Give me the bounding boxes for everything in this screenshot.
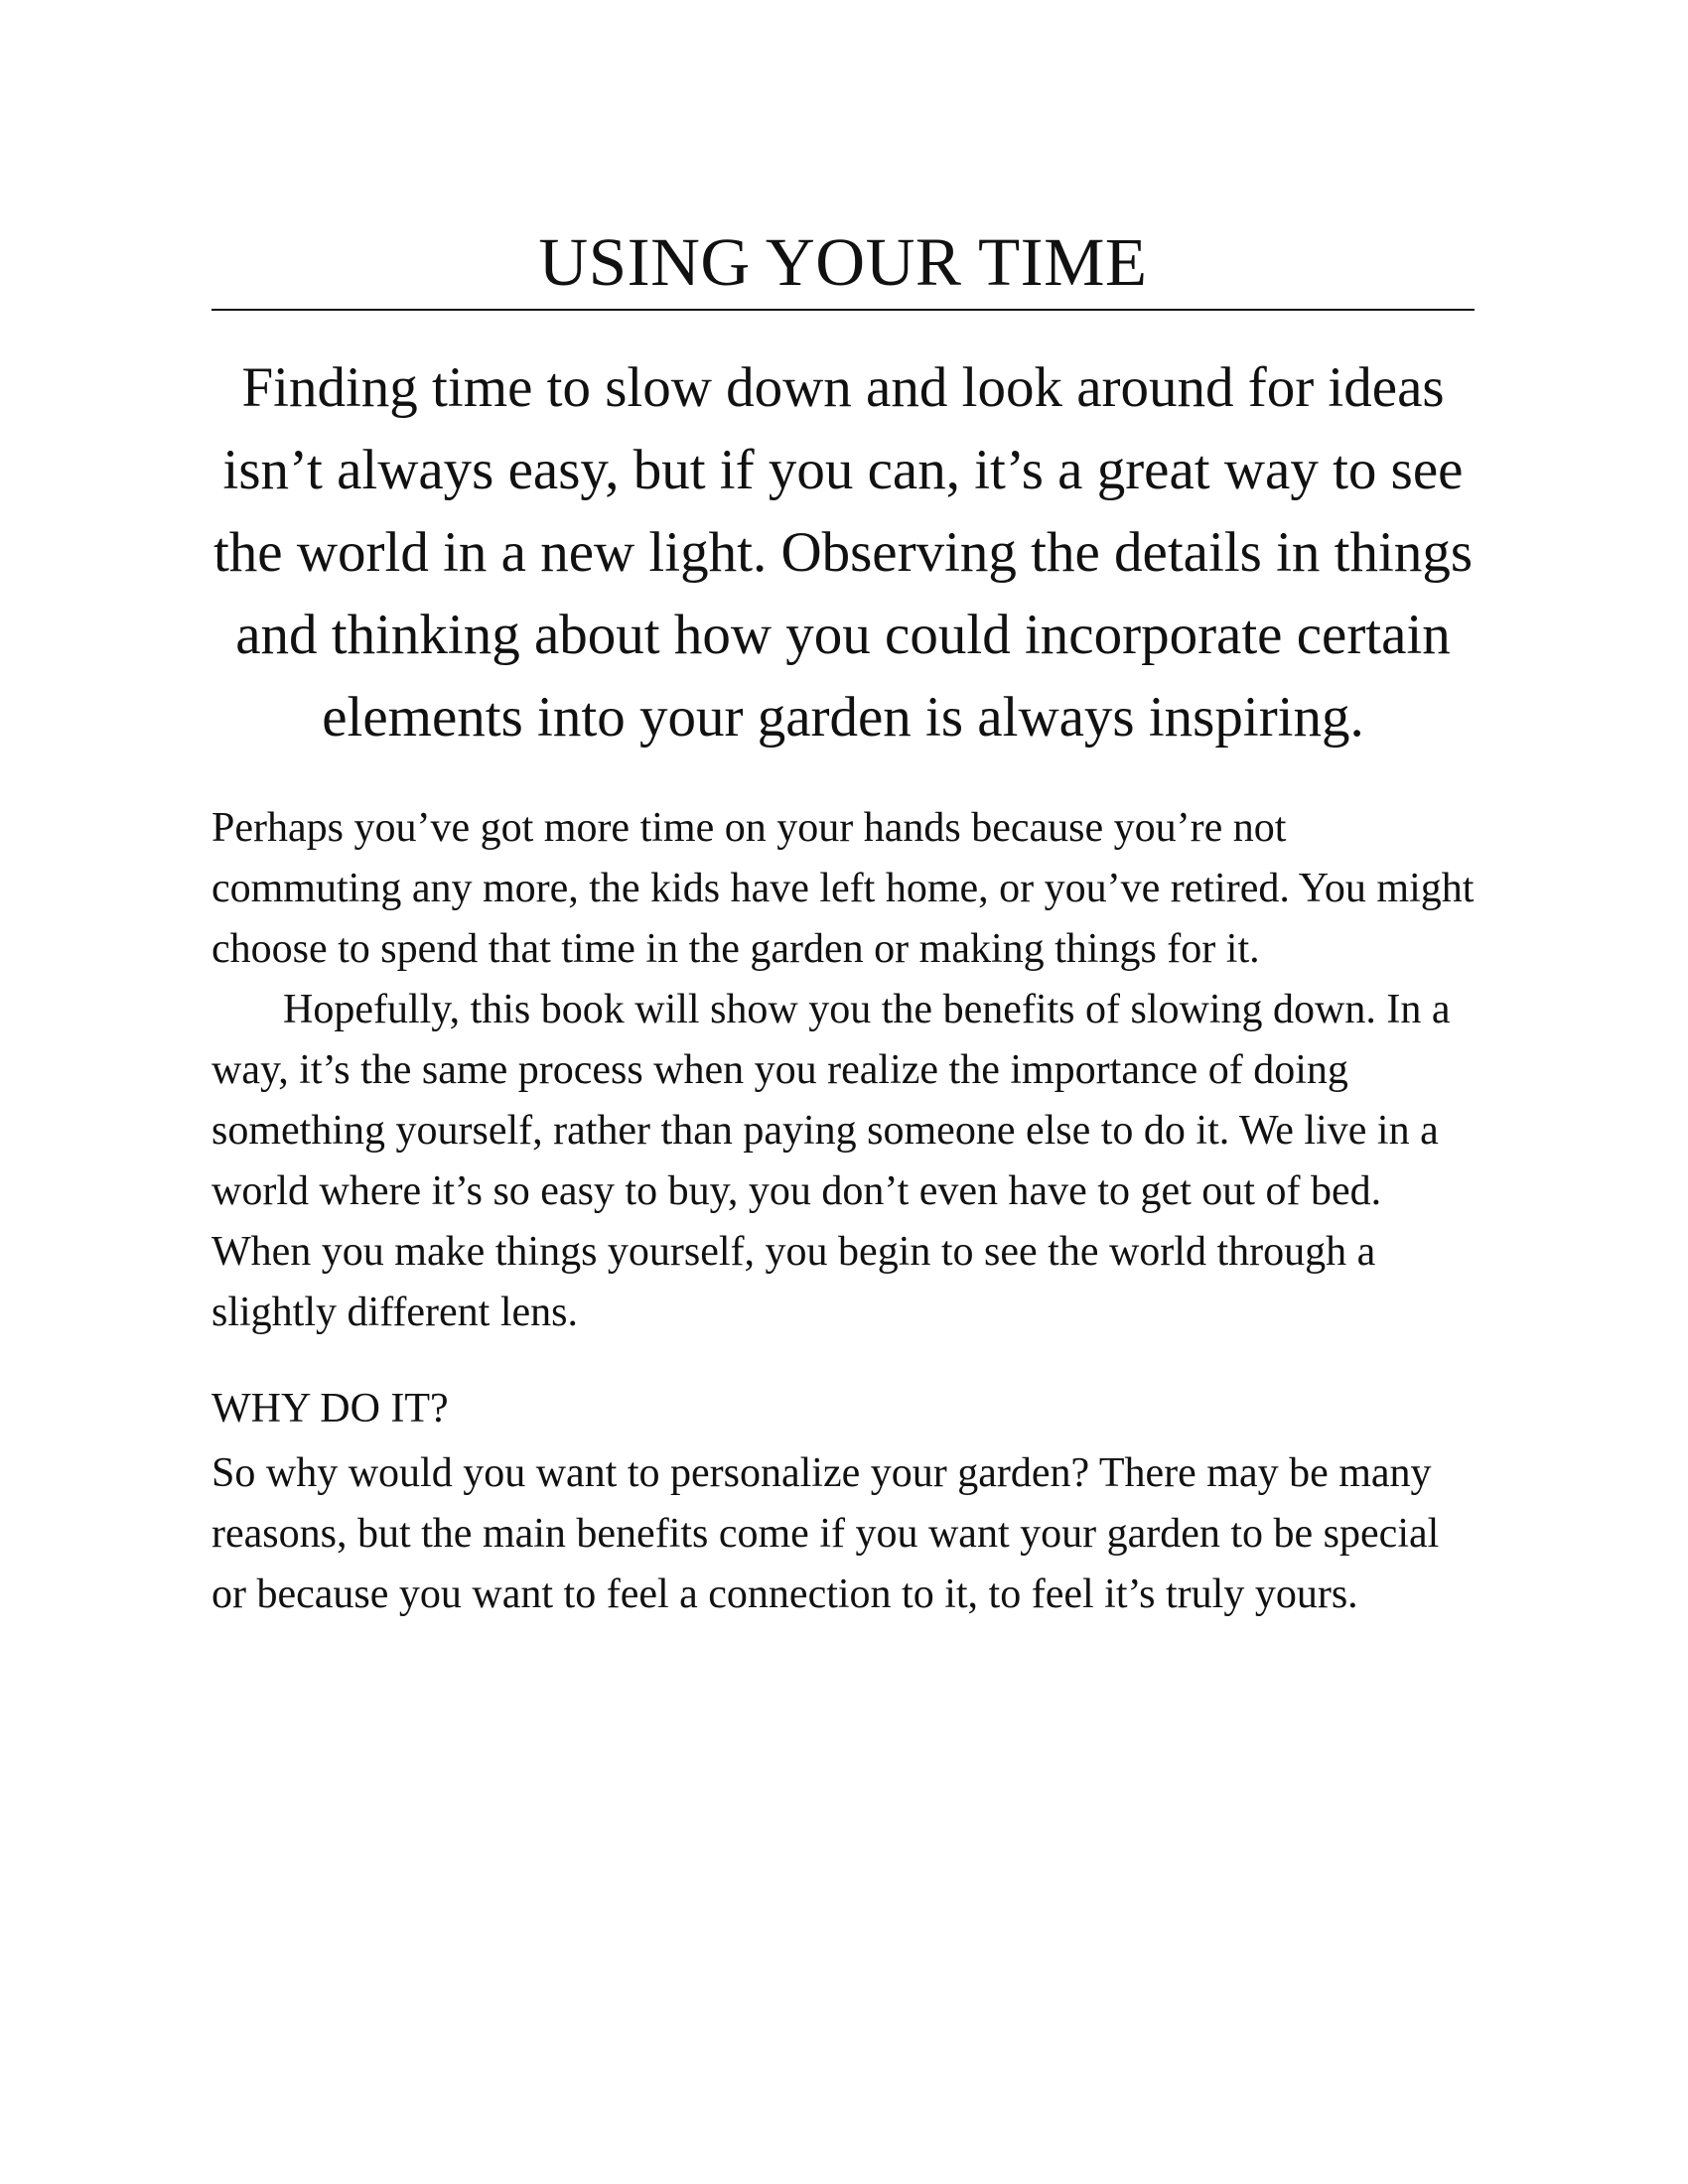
body-paragraph-1: Perhaps you’ve got more time on your hands because you’re not commuting any more, the kids have left home, or you’ve retired. You might choose to spend that time in the garden or making things for it.: [211, 805, 1475, 972]
body-paragraph-2: Hopefully, this book will show you the benefits of slowing down. In a way, it’s the same process when you realize the importance of doing something yourself, rather than paying someone else to do it. We live in a world where it’s so easy to buy, you don’t even have to get out of bed. When you make things yourself, you begin to see the world through a slightly different lens.: [211, 987, 1451, 1335]
lead-paragraph: Finding time to slow down and look around for ideas isn’t always easy, but if you can, it’s a great way to see the world in a new light. Observing the details in things and thinking about how you could incorporate certain elements into your garden is always inspiring.: [212, 356, 1474, 749]
section-title: USING YOUR TIME: [538, 224, 1148, 300]
title-divider: [211, 309, 1475, 311]
subsection-heading: WHY DO IT?: [211, 1386, 449, 1432]
page-content: [211, 224, 1475, 1625]
subsection-paragraph: So why would you want to personalize your garden? There may be many reasons, but the main benefits come if you want your garden to be special or because you want to feel a connection to it, to feel it’s truly yours.: [211, 1450, 1440, 1617]
